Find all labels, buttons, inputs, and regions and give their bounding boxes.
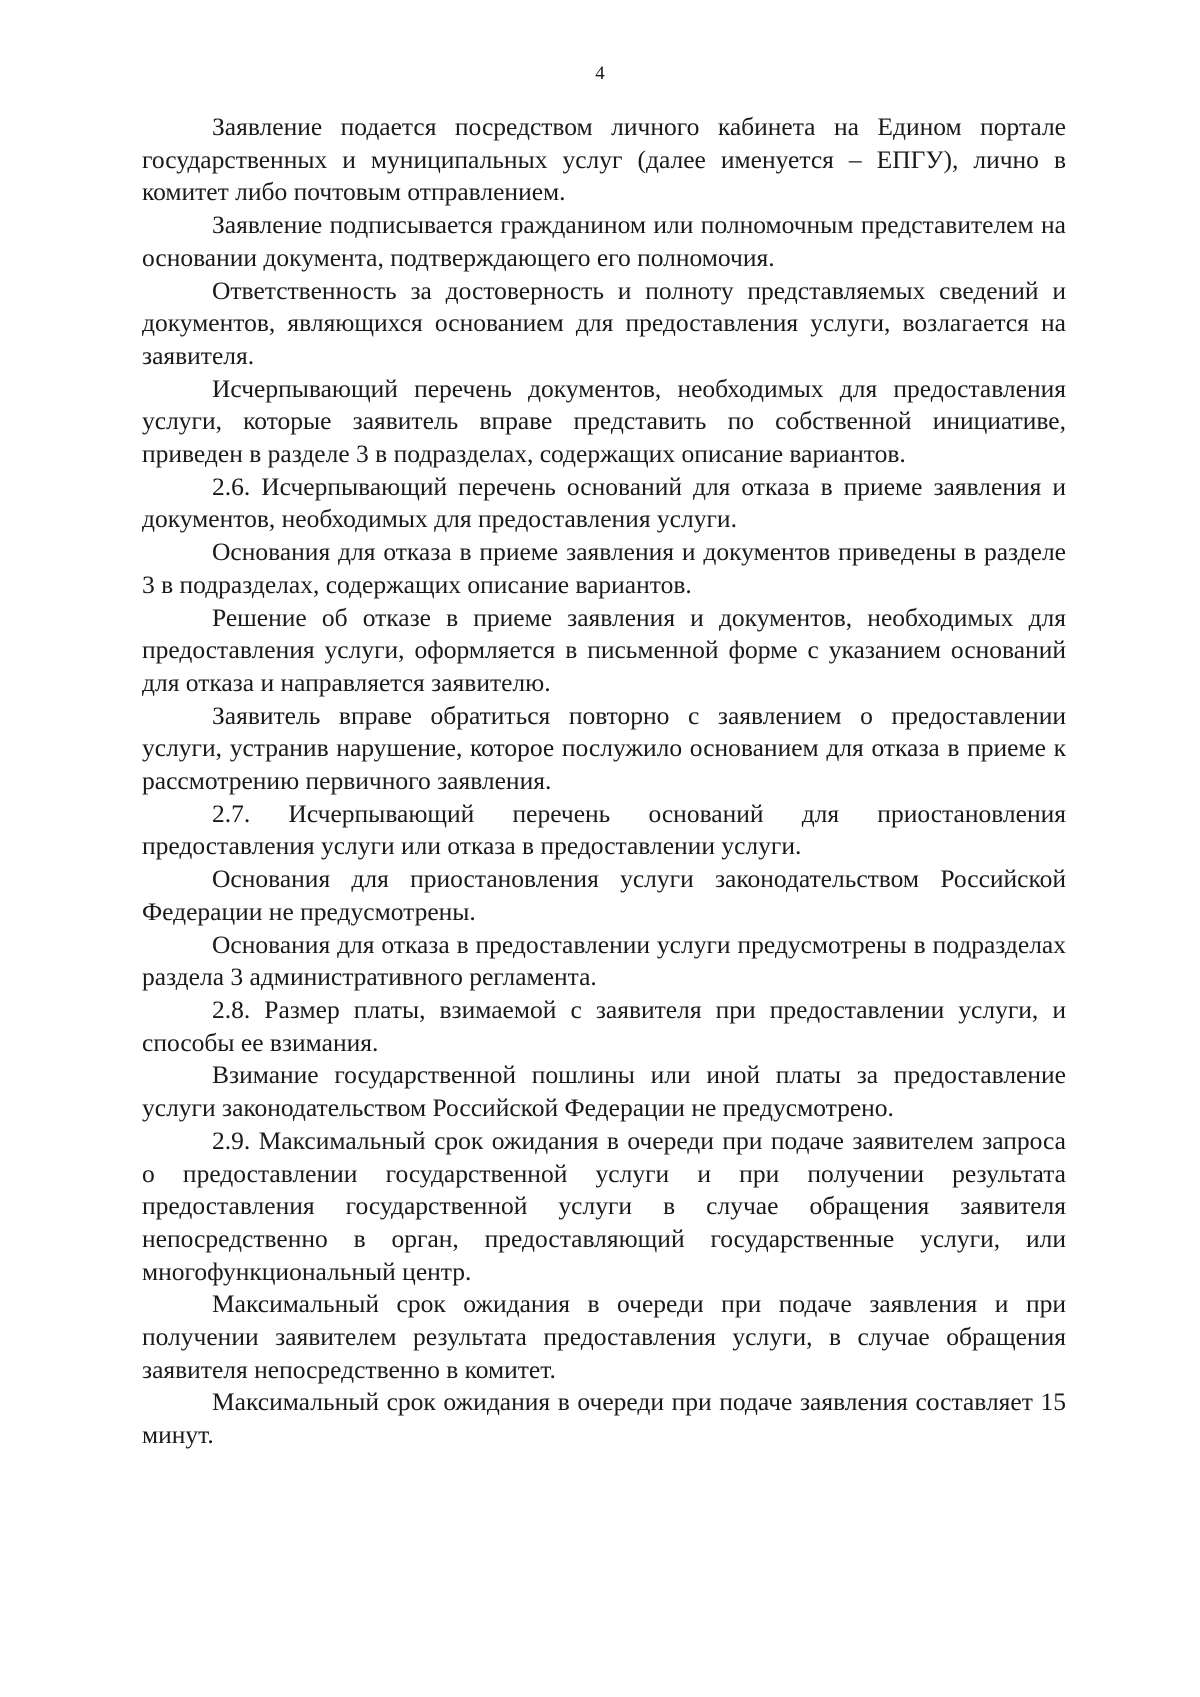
paragraph-waiting-time-intro: Максимальный срок ожидания в очереди при подаче заявления и при получении заявителем результата предоставления услуги, в случае обращения заявителя непосредственно в комитет.	[142, 1289, 1066, 1384]
paragraph-refusal-decision: Решение об отказе в приеме заявления и документов, необходимых для предоставления услуги, оформляется в письменной форме с указанием оснований для отказа и направляется заявителю.	[142, 602, 1066, 697]
paragraph-fee: Взимание государственной пошлины или иной платы за предоставление услуги законодательством Российской Федерации не предусмотрено.	[142, 1060, 1066, 1123]
paragraph-waiting-time-limit: Максимальный срок ожидания в очереди при подаче заявления составляет 15 минут.	[142, 1387, 1066, 1450]
paragraph-responsibility: Ответственность за достоверность и полноту представляемых сведений и документов, являющихся основанием для предоставления услуги, возлагается на заявителя.	[142, 275, 1066, 370]
document-body	[142, 111, 1066, 1452]
paragraph-service-refusal-grounds: Основания для отказа в предоставлении услуги предусмотрены в подразделах раздела 3 административного регламента.	[142, 929, 1066, 992]
section-2-9-heading: 2.9. Максимальный срок ожидания в очереди при подаче заявителем запроса о предоставлении государственной услуги и при получении результата предоставления государственной услуги в случае обращения заявителя непосредственно в орган, предоставляющий государственные услуги, или многофункциональный центр.	[142, 1125, 1066, 1286]
paragraph-submission-method: Заявление подается посредством личного кабинета на Едином портале государственных и муниципальных услуг (далее именуется – ЕПГУ), лично в комитет либо почтовым отправлением.	[142, 112, 1066, 207]
paragraph-reapplication: Заявитель вправе обратиться повторно с заявлением о предоставлении услуги, устранив нарушение, которое послужило основанием для отказа в приеме к рассмотрению первичного заявления.	[142, 700, 1066, 796]
paragraph-signature: Заявление подписывается гражданином или полномочным представителем на основании документа, подтверждающего его полномочия.	[142, 210, 1066, 272]
paragraph-optional-documents: Исчерпывающий перечень документов, необходимых для предоставления услуги, которые заявитель вправе представить по собственной инициативе, приведен в разделе 3 в подразделах, содержащих описание вариантов.	[142, 373, 1066, 469]
section-2-6-heading: 2.6. Исчерпывающий перечень оснований для отказа в приеме заявления и документов, необходимых для предоставления услуги.	[142, 471, 1066, 534]
paragraph-suspension-grounds: Основания для приостановления услуги законодательством Российской Федерации не предусмотрены.	[142, 864, 1066, 926]
section-2-8-heading: 2.8. Размер платы, взимаемой с заявителя при предоставлении услуги, и способы ее взимания.	[142, 994, 1066, 1057]
page-number: 4	[595, 63, 605, 84]
section-2-7-heading: 2.7. Исчерпывающий перечень оснований для приостановления предоставления услуги или отказа в предоставлении услуги.	[142, 798, 1066, 861]
paragraph-refusal-grounds: Основания для отказа в приеме заявления и документов приведены в разделе 3 в подразделах, содержащих описание вариантов.	[142, 537, 1066, 599]
